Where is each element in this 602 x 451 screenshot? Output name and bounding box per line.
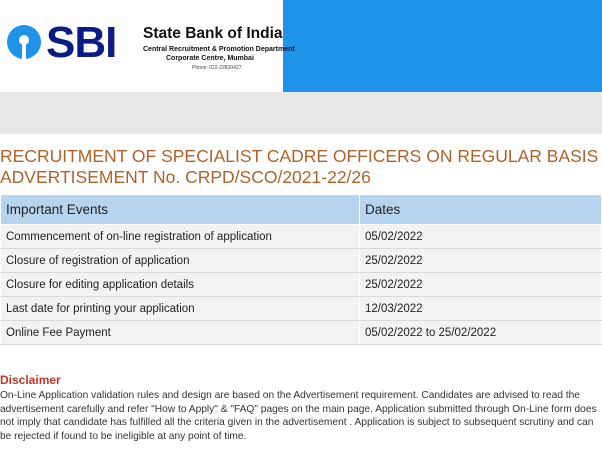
table-row xyxy=(1,321,602,345)
date-cell: 25/02/2022 xyxy=(360,249,602,273)
title-line-2: ADVERTISEMENT No. CRPD/SCO/2021-22/26 xyxy=(0,167,371,187)
sbi-logo-icon xyxy=(6,24,42,60)
important-events-table xyxy=(0,194,602,345)
date-cell: 05/02/2022 xyxy=(360,225,602,249)
page-title xyxy=(0,146,602,188)
table-row xyxy=(1,297,602,321)
bank-logo-box xyxy=(0,0,295,92)
title-line-1: RECRUITMENT OF SPECIALIST CADRE OFFICERS ON REGULAR BASIS xyxy=(0,146,599,166)
table-row xyxy=(1,273,602,297)
date-cell: 25/02/2022 xyxy=(360,273,602,297)
event-cell: Online Fee Payment xyxy=(1,321,360,345)
event-cell: Closure of registration of application xyxy=(1,249,360,273)
column-header-dates: Dates xyxy=(360,195,602,225)
disclaimer-title: Disclaimer xyxy=(0,373,61,387)
date-cell: 12/03/2022 xyxy=(360,297,602,321)
event-cell: Commencement of on-line registration of application xyxy=(1,225,360,249)
page-header xyxy=(0,0,602,92)
event-cell: Closure for editing application details xyxy=(1,273,360,297)
phone-number: Phone: 022-22820427 xyxy=(192,65,242,71)
header-blue-band xyxy=(283,0,602,92)
table-row xyxy=(1,249,602,273)
event-cell: Last date for printing your application xyxy=(1,297,360,321)
office-name: Corporate Centre, Mumbai xyxy=(166,55,254,62)
department-name: Central Recruitment & Promotion Department xyxy=(143,46,295,53)
column-header-events: Important Events xyxy=(1,195,360,225)
logo-text: SBI xyxy=(46,18,117,67)
table-header-row xyxy=(1,195,602,225)
date-cell: 05/02/2022 to 25/02/2022 xyxy=(360,321,602,345)
org-name: State Bank of India xyxy=(143,25,283,42)
table-row xyxy=(1,225,602,249)
nav-bar xyxy=(0,92,602,134)
disclaimer-text: On-Line Application validation rules and design are based on the Advertisement requirement. Candidates are advised to read the advertisement carefully and refer "How to Apply" & "FAQ" pages on the main page. Application submitted through On-Line form does not imply that candidate has fulfilled all the criteria given in the advertisement . Application is subject to subsequent scrutiny and can be rejected if found to be ineligible at any point of time. xyxy=(0,390,597,442)
